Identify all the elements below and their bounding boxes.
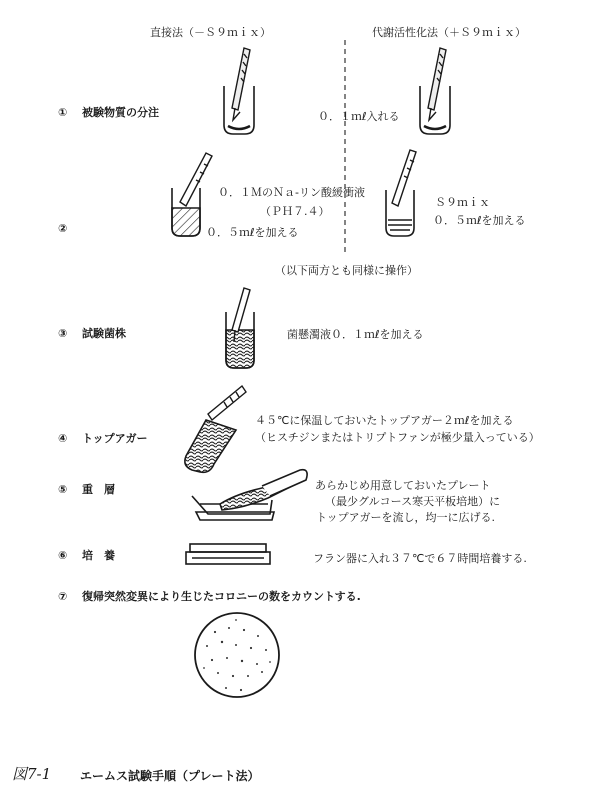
step-2-buffer-ph: （ＰＨ７.４） [260,205,330,218]
step-4-test-tube-tilted [185,420,236,472]
step-3-note: 菌懸濁液０．１ｍℓを加える [287,328,424,341]
step-4-note-line-1: ４５℃に保温しておいたトップアガー２ｍℓを加える [255,414,514,427]
step-7-label: 復帰突然変異により生じたコロニーの数をカウントする. [82,590,361,603]
step-2-buffer-note: ０．１ＭのＮａ-リン酸緩衝液 [218,186,365,199]
figure-number: 図7-1 [12,765,52,783]
step-5-note-line-2: （最少グルコース寒天平板培地）に [325,495,501,508]
shared-procedure-note: （以下両方とも同様に操作） [275,264,418,277]
step-6-incubated-plate [186,544,270,564]
step-1-pipette-left [232,48,250,120]
step-3-number: ③ [58,327,68,340]
step-1-label: 被験物質の分注 [82,106,159,119]
step-3-label: 試験菌株 [82,327,126,340]
step-6-label: 培 養 [82,549,115,562]
step-4-pipette [208,386,246,420]
header-direct-method: 直接法（－Ｓ９ｍｉｘ） [150,26,271,39]
step-1-amount-note: ０．１ｍℓ入れる [318,110,400,123]
figure-title: エームス試験手順（プレート法） [80,769,260,783]
step-2-pipette-right [392,150,416,206]
step-6-note: フラン器に入れ３７℃で６７時間培養する. [313,552,527,565]
step-5-note-line-3: トップアガーを流し，均一に広げる. [316,511,496,524]
step-4-label: トップアガー [82,432,148,445]
step-2-amount-right: ０．５ｍℓを加える [433,214,526,227]
step-1-number: ① [58,106,68,119]
step-5-label: 重 層 [82,483,115,496]
step-4-number: ④ [58,432,68,445]
step-7-colony-plate [195,613,279,697]
step-1-pipette-right [428,48,446,120]
step-2-amount-left: ０．５ｍℓを加える [206,226,299,239]
step-7-number: ⑦ [58,590,68,603]
step-5-note-line-1: あらかじめ用意しておいたプレート [315,479,491,492]
step-2-number: ② [58,222,68,235]
header-metabolic-activation-method: 代謝活性化法（＋Ｓ９ｍｉｘ） [372,26,526,39]
step-6-number: ⑥ [58,549,68,562]
step-5-number: ⑤ [58,483,68,496]
step-2-pipette-left [180,153,212,206]
step-4-note-line-2: （ヒスチジンまたはトリプトファンが極少量入っている） [255,431,540,444]
step-2-s9mix-name: Ｓ９ｍｉｘ [435,196,490,209]
